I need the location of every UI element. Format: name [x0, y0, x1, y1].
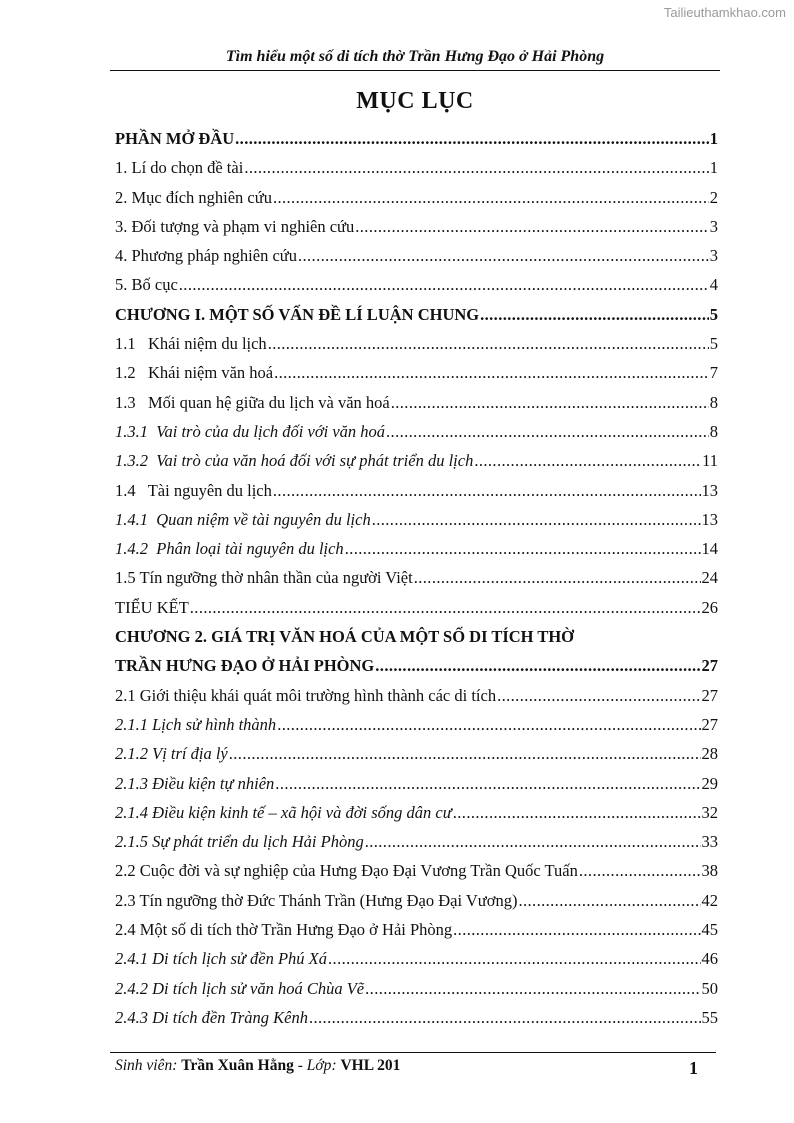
- toc-entry-label: 2. Mục đích nghiên cứu: [115, 187, 272, 207]
- toc-entry[interactable]: [115, 124, 718, 153]
- toc-entry-label: 1.3.2 Vai trò của văn hoá đối với sự phát triển du lịch: [115, 451, 474, 471]
- toc-leader-dots: [365, 974, 700, 1003]
- toc-entry-label: 1.4.2 Phân loại tài nguyên du lịch: [115, 539, 344, 559]
- toc-leader-dots: [386, 417, 709, 446]
- toc-leader-dots: [480, 300, 709, 329]
- toc-entry-label: 2.1.2 Vị trí địa lý: [115, 744, 228, 764]
- toc-entry-label: 1.1 Khái niệm du lịch: [115, 334, 267, 354]
- toc-entry-label: 2.1.1 Lịch sử hình thành: [115, 714, 277, 734]
- toc-entry-page: 27: [701, 714, 718, 734]
- toc-entry[interactable]: [115, 388, 718, 417]
- toc-entry-page: 45: [701, 920, 718, 940]
- student-name: Trần Xuân Hằng: [181, 1057, 294, 1074]
- toc-entry[interactable]: [115, 534, 718, 563]
- toc-leader-dots: [365, 827, 701, 856]
- toc-entry[interactable]: [115, 710, 718, 739]
- toc-entry[interactable]: [115, 446, 718, 475]
- toc-entry-page: 1: [709, 129, 718, 148]
- toc-entry[interactable]: [115, 358, 718, 387]
- toc-entry-page: 13: [701, 480, 718, 500]
- toc-entry-label: 3. Đối tượng và phạm vi nghiên cứu: [115, 216, 355, 236]
- running-header: Tìm hiểu một số di tích thờ Trần Hưng Đạo ở Hải Phòng: [225, 48, 605, 65]
- toc-entry-page: 50: [701, 978, 718, 998]
- toc-entry[interactable]: [115, 270, 718, 299]
- toc-entry-page: 14: [701, 539, 718, 559]
- toc-leader-dots: [579, 856, 701, 885]
- toc-entry[interactable]: [115, 417, 718, 446]
- toc-entry-label: 2.1.3 Điều kiện tự nhiên: [115, 773, 275, 793]
- toc-leader-dots: [372, 505, 701, 534]
- toc-entry-page: 24: [701, 568, 718, 588]
- toc-entry-page: 8: [709, 421, 718, 441]
- footer-credit: Sinh viên: Trần Xuân Hằng - Lớp: VHL 201: [115, 1057, 401, 1074]
- toc-entry-page: 33: [701, 832, 718, 852]
- toc-entry-label: 1.2 Khái niệm văn hoá: [115, 363, 274, 383]
- toc-leader-dots: [229, 739, 701, 768]
- class-label: Lớp: [306, 1057, 332, 1074]
- toc-entry[interactable]: [115, 622, 718, 651]
- page-title: MỤC LỤC: [356, 88, 474, 114]
- toc-entry-page: 27: [701, 685, 718, 705]
- toc-entry-page: 29: [701, 773, 718, 793]
- toc-entry-label: 2.2 Cuộc đời và sự nghiệp của Hưng Đạo Đại Vương Trần Quốc Tuấn: [115, 861, 578, 881]
- toc-leader-dots: [190, 593, 701, 622]
- page-number: 1: [689, 1058, 698, 1078]
- toc-entry-label: 2.1 Giới thiệu khái quát môi trường hình thành các di tích: [115, 685, 497, 705]
- toc-entry-label: 1.3.1 Vai trò của du lịch đối với văn hoá: [115, 421, 386, 441]
- class-name: VHL 201: [340, 1057, 401, 1074]
- toc-entry[interactable]: [115, 329, 718, 358]
- toc-entry-page: 5: [709, 334, 718, 354]
- toc-entry[interactable]: [115, 1003, 718, 1032]
- toc-entry-label: CHƯƠNG 2. GIÁ TRỊ VĂN HOÁ CỦA MỘT SỐ DI TÍCH THỜ: [115, 627, 575, 647]
- toc-entry-page: 2: [709, 187, 718, 207]
- toc-entry[interactable]: [115, 681, 718, 710]
- toc-entry-page: 46: [701, 949, 718, 969]
- toc-entry-label: 4. Phương pháp nghiên cứu: [115, 246, 297, 266]
- toc-entry[interactable]: [115, 798, 718, 827]
- toc-entry-page: 3: [709, 216, 718, 236]
- toc-entry-page: 3: [709, 246, 718, 266]
- toc-entry-page: 27: [701, 656, 718, 676]
- toc-entry-label: 2.4.3 Di tích đền Tràng Kênh: [115, 1007, 308, 1027]
- toc-entry-label: 1.4.1 Quan niệm về tài nguyên du lịch: [115, 509, 371, 529]
- toc-entry[interactable]: [115, 974, 718, 1003]
- toc-leader-dots: [518, 886, 700, 915]
- toc-entry-label: TRẦN HƯNG ĐẠO Ở HẢI PHÒNG: [115, 656, 375, 676]
- toc-entry[interactable]: [115, 827, 718, 856]
- toc-entry-label: 1.5 Tín ngưỡng thờ nhân thần của người Việt: [115, 568, 413, 588]
- toc-leader-dots: [235, 124, 709, 153]
- header-divider: [110, 70, 720, 71]
- toc-entry-page: 4: [709, 275, 718, 295]
- toc-entry-page: 32: [701, 802, 718, 822]
- toc-leader-dots: [275, 769, 700, 798]
- toc-leader-dots: [268, 329, 709, 358]
- toc-leader-dots: [414, 563, 701, 592]
- toc-leader-dots: [273, 183, 709, 212]
- toc-entry[interactable]: [115, 183, 718, 212]
- toc-leader-dots: [328, 944, 700, 973]
- toc-leader-dots: [277, 710, 700, 739]
- toc-entry-label: 2.4.1 Di tích lịch sử đền Phú Xá: [115, 949, 328, 969]
- toc-entry[interactable]: [115, 153, 718, 182]
- toc-leader-dots: [273, 476, 701, 505]
- toc-leader-dots: [453, 798, 701, 827]
- toc-entry-label: PHẦN MỞ ĐẦU: [115, 129, 235, 148]
- toc-entry-label: 1.4 Tài nguyên du lịch: [115, 480, 272, 500]
- toc-leader-dots: [244, 153, 708, 182]
- toc-entry-page: 8: [709, 392, 718, 412]
- toc-entry[interactable]: [115, 915, 718, 944]
- toc-entry-page: 26: [701, 597, 718, 617]
- toc-leader-dots: [274, 358, 709, 387]
- toc-entry-page: 42: [701, 890, 718, 910]
- toc-entry[interactable]: [115, 593, 718, 622]
- toc-entry[interactable]: [115, 241, 718, 270]
- toc-entry[interactable]: [115, 886, 718, 915]
- toc-leader-dots: [453, 915, 700, 944]
- footer-divider: [110, 1052, 716, 1053]
- toc-entry[interactable]: [115, 739, 718, 768]
- footer-separator: -: [293, 1057, 307, 1074]
- toc-entry-label: 5. Bố cục: [115, 275, 178, 295]
- toc-leader-dots: [474, 446, 701, 475]
- toc-entry[interactable]: [115, 505, 718, 534]
- toc-entry-page: 55: [701, 1007, 718, 1027]
- toc-leader-dots: [355, 212, 709, 241]
- toc-entry[interactable]: [115, 856, 718, 885]
- toc-entry[interactable]: [115, 212, 718, 241]
- toc-leader-dots: [179, 270, 709, 299]
- toc-leader-dots: [391, 388, 709, 417]
- toc-leader-dots: [309, 1003, 701, 1032]
- watermark: Tailieuthamkhao.com: [663, 5, 786, 20]
- toc-entry[interactable]: [115, 300, 718, 329]
- toc-entry-page: 11: [702, 451, 718, 471]
- toc-entry-page: 38: [701, 861, 718, 881]
- toc-leader-dots: [298, 241, 709, 270]
- toc-entry-page: 28: [701, 744, 718, 764]
- toc-entry-label: 2.1.5 Sự phát triển du lịch Hải Phòng: [115, 832, 364, 852]
- table-of-contents: [115, 124, 718, 1032]
- toc-leader-dots: [375, 651, 700, 680]
- toc-leader-dots: [345, 534, 701, 563]
- toc-entry-label: 2.1.4 Điều kiện kinh tế – xã hội và đời sống dân cư: [115, 802, 452, 822]
- toc-entry-label: CHƯƠNG I. MỘT SỐ VẤN ĐỀ LÍ LUẬN CHUNG: [115, 304, 480, 324]
- toc-leader-dots: [497, 681, 700, 710]
- toc-entry-page: 5: [709, 304, 718, 324]
- toc-entry[interactable]: [115, 651, 718, 680]
- toc-entry-label: TIỂU KẾT: [115, 597, 189, 617]
- toc-entry-label: 1. Lí do chọn đề tài: [115, 158, 244, 178]
- toc-entry-label: 2.4.2 Di tích lịch sử văn hoá Chùa Vẽ: [115, 978, 365, 998]
- toc-entry[interactable]: [115, 563, 718, 592]
- toc-entry-page: 7: [709, 363, 718, 383]
- toc-entry-page: 1: [709, 158, 718, 178]
- toc-entry-page: 13: [701, 509, 718, 529]
- toc-entry-label: 2.4 Một số di tích thờ Trần Hưng Đạo ở Hải Phòng: [115, 920, 453, 940]
- toc-entry[interactable]: [115, 769, 718, 798]
- toc-entry-label: 1.3 Mối quan hệ giữa du lịch và văn hoá: [115, 392, 390, 412]
- toc-entry-label: 2.3 Tín ngưỡng thờ Đức Thánh Trần (Hưng Đạo Đại Vương): [115, 890, 518, 910]
- toc-entry[interactable]: [115, 944, 718, 973]
- toc-entry[interactable]: [115, 476, 718, 505]
- student-label: Sinh viên: [115, 1057, 173, 1074]
